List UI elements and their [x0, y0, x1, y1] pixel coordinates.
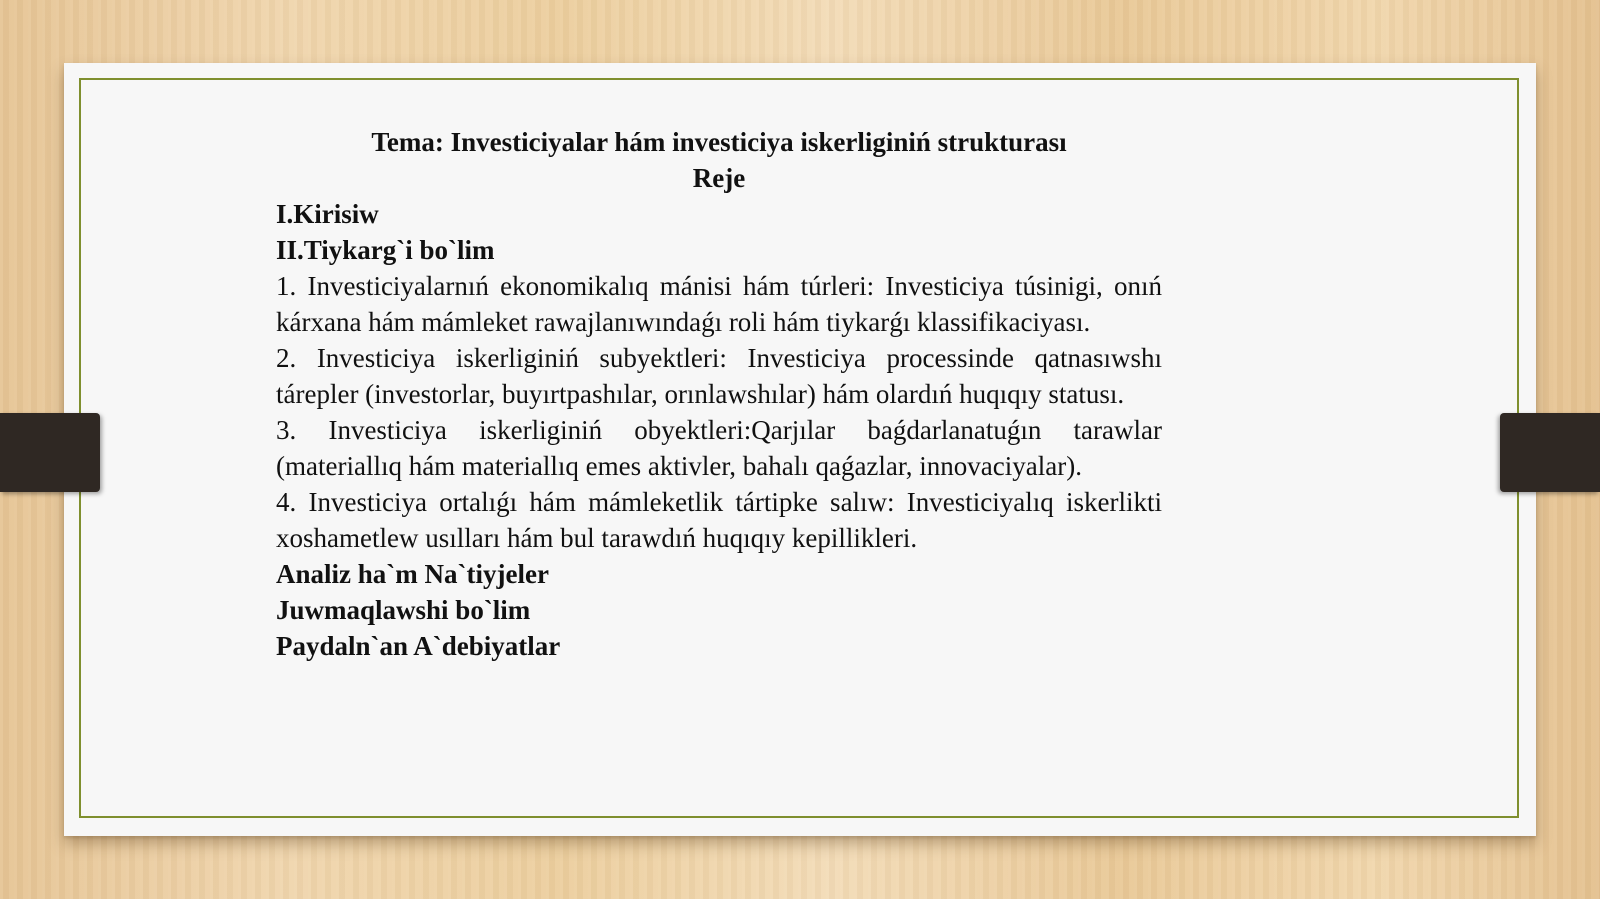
slide-title: Tema: Investiciyalar hám investiciya iskerliginiń strukturası: [371, 127, 1067, 157]
plan-heading: Reje: [692, 163, 746, 193]
section-conclusion: Juwmaqlawshi bo`lim: [276, 595, 531, 625]
section-introduction: I.Kirisiw: [276, 199, 379, 229]
section-references: Paydaln`an A`debiyatlar: [276, 631, 561, 661]
list-item: 2. Investiciya iskerliginiń subyektleri: Investiciya processinde qatnasıwshı tárepler (investorlar, buyırtpashılar, orınlawshılar) hám olardıń huqıqıy statusı.: [276, 343, 1162, 409]
list-item: 4. Investiciya ortalıǵı hám mámleketlik tártipke salıw: Investiciyalıq iskerlikti xoshametlew usılları hám bul tarawdıń huqıqıy kepillikleri.: [276, 487, 1162, 553]
list-item: 3. Investiciya iskerliginiń obyektleri:Qarjılar baǵdarlanatuǵın tarawlar (materiallıq hám materiallıq emes aktivler, bahalı qaǵazlar, innovaciyalar).: [276, 415, 1162, 481]
left-binder-clip: [0, 413, 100, 492]
right-binder-clip: [1500, 413, 1600, 492]
section-main-part: II.Tiykarg`i bo`lim: [276, 235, 495, 265]
list-item: 1. Investiciyalarnıń ekonomikalıq mánisi hám túrleri: Investiciya túsinigi, onıń kárxana hám mámleket rawajlanıwındaǵı roli hám tiykarǵı klassifikaciyası.: [276, 271, 1162, 337]
section-analysis-results: Analiz ha`m Na`tiyjeler: [276, 559, 549, 589]
slide-content: [276, 124, 1162, 664]
